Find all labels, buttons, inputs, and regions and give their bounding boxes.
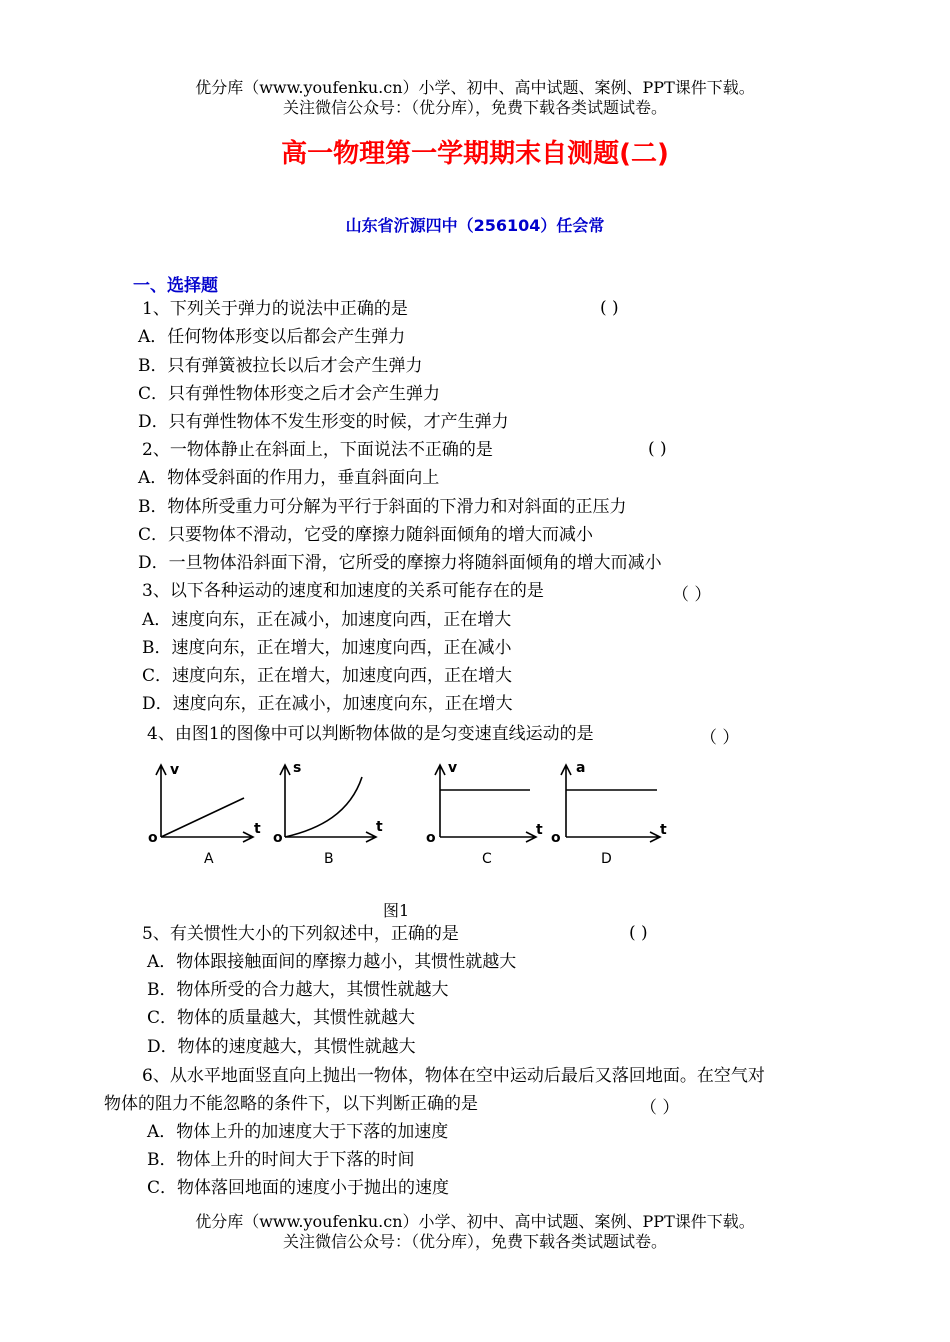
q3-option-d: D．速度向东，正在减小，加速度向东，正在增大 [142,694,513,714]
graph-d-y-axis [561,765,571,837]
q3-option-b: B．速度向东，正在增大，加速度向西，正在减小 [142,638,512,658]
header-line-1: 优分库（www.youfenku.cn）小学、初中、高中试题、案例、PPT课件下载。 [195,78,755,97]
q3-option-a: A．速度向东，正在减小，加速度向西，正在增大 [142,610,512,630]
page-title: 高一物理第一学期期末自测题(二) [281,139,669,169]
q3-option-c: C．速度向东，正在增大，加速度向西，正在增大 [142,666,513,686]
q2-option-b: B．物体所受重力可分解为平行于斜面的下滑力和对斜面的正压力 [138,497,627,517]
graph-b-y-axis [280,765,290,837]
q4-stem: 4、由图1的图像中可以判断物体做的是匀变速直线运动的是 [147,724,594,744]
footer-line-1: 优分库（www.youfenku.cn）小学、初中、高中试题、案例、PPT课件下载。 [195,1212,755,1231]
graph-a-x-axis [161,832,253,842]
graph-a-origin: o [148,830,158,846]
q3-answer-paren: （ ） [672,585,712,605]
graph-a-line [161,798,244,837]
graph-a-y-axis [156,765,166,837]
q5-option-b: B．物体所受的合力越大，其惯性就越大 [147,980,449,1000]
graph-c-y-axis [435,765,445,837]
graph-a-caption: A [204,851,214,867]
q2-option-c: C．只要物体不滑动，它受的摩擦力随斜面倾角的增大而减小 [138,525,594,545]
footer-line-2: 关注微信公众号：（优分库），免费下载各类试题试卷。 [282,1232,667,1251]
q5-option-a: A．物体跟接触面间的摩擦力越小，其惯性就越大 [147,952,517,972]
q6-option-c: C．物体落回地面的速度小于抛出的速度 [147,1178,450,1198]
graph-a-y-label: v [170,762,180,778]
graph-a-x-label: t [254,821,261,837]
q6-option-b: B．物体上升的时间大于下落的时间 [147,1150,415,1170]
graph-c-x-label: t [536,822,543,838]
q6-answer-paren: （ ） [640,1098,680,1118]
graph-c-x-axis [440,832,536,842]
q6-option-a: A．物体上升的加速度大于下落的加速度 [147,1122,449,1142]
graph-b-origin: o [273,830,283,846]
figure-1-caption: 图1 [383,901,410,920]
q5-answer-paren: ( ) [629,923,648,943]
q5-option-d: D．物体的速度越大，其惯性就越大 [147,1037,416,1057]
graph-b-y-label: s [293,760,302,776]
q1-option-c: C．只有弹性物体形变之后才会产生弹力 [138,384,441,404]
graph-b-caption: B [324,851,334,867]
graph-d-x-label: t [660,822,667,838]
q4-answer-paren: （ ） [700,728,740,748]
q1-option-a: A．任何物体形变以后都会产生弹力 [138,327,406,347]
q2-stem: 2、一物体静止在斜面上，下面说法不正确的是 [142,440,493,460]
graph-c-origin: o [426,830,436,846]
figure-1-graphs [0,755,950,885]
q5-stem: 5、有关惯性大小的下列叙述中，正确的是 [142,924,459,944]
graph-c-caption: C [482,851,492,867]
section-heading: 一、选择题 [133,276,218,296]
graph-d-y-label: a [576,760,586,776]
graph-d-x-axis [566,832,660,842]
graph-c-y-label: v [448,760,458,776]
graph-d-caption: D [601,851,612,867]
q1-option-b: B．只有弹簧被拉长以后才会产生弹力 [138,356,423,376]
q2-answer-paren: ( ) [648,439,667,459]
q6-stem-line-1: 6、从水平地面竖直向上抛出一物体，物体在空中运动后最后又落回地面。在空气对 [142,1066,765,1086]
graph-d-origin: o [551,830,561,846]
q1-option-d: D．只有弹性物体不发生形变的时候，才产生弹力 [138,412,509,432]
q1-stem: 1、下列关于弹力的说法中正确的是 [142,299,408,319]
graph-b-curve [285,777,362,837]
q6-stem-line-2: 物体的阻力不能忽略的条件下，以下判断正确的是 [104,1094,478,1114]
q1-answer-paren: ( ) [600,298,619,318]
header-line-2: 关注微信公众号：（优分库），免费下载各类试题试卷。 [282,98,667,117]
author-line: 山东省沂源四中（256104）任会常 [345,216,605,235]
q5-option-c: C．物体的质量越大，其惯性就越大 [147,1008,416,1028]
q3-stem: 3、以下各种运动的速度和加速度的关系可能存在的是 [142,581,544,601]
q2-option-a: A．物体受斜面的作用力，垂直斜面向上 [138,468,440,488]
q2-option-d: D．一旦物体沿斜面下滑，它所受的摩擦力将随斜面倾角的增大而减小 [138,553,662,573]
graph-b-x-label: t [376,819,383,835]
